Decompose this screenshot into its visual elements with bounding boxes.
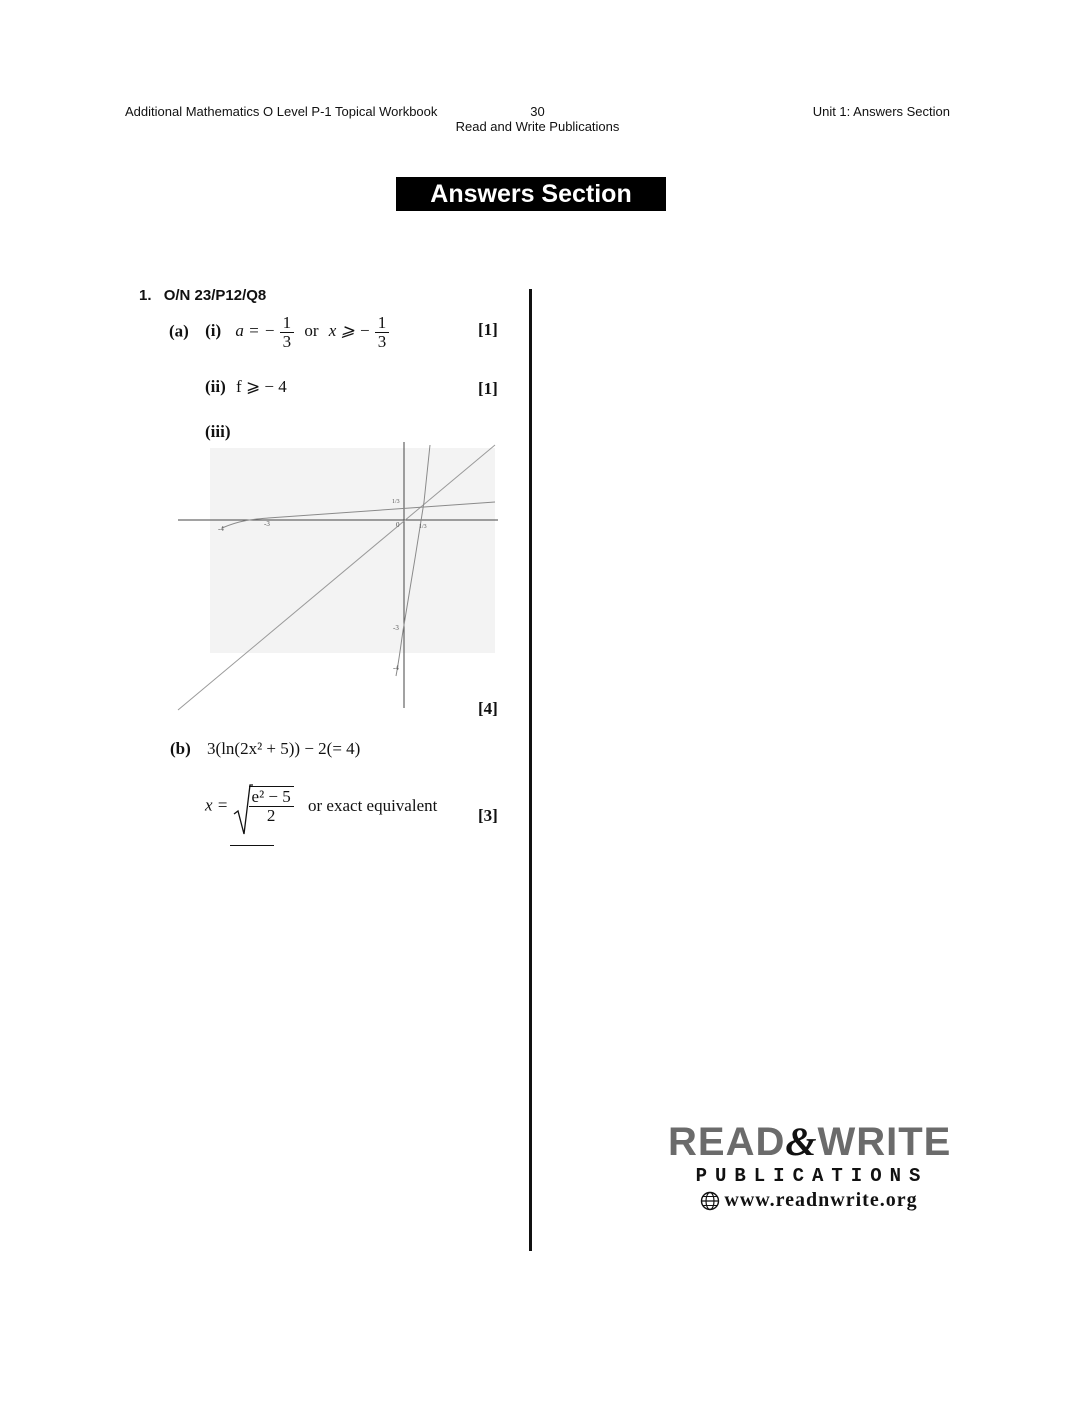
header-book-title: Additional Mathematics O Level P-1 Topical Workbook <box>125 104 438 119</box>
part-a-ii <box>205 377 287 397</box>
label-one-third-y: 1/3 <box>392 499 400 505</box>
frac-numerator: 1 <box>280 314 295 333</box>
mark-a-i: [1] <box>478 320 498 339</box>
logo-write: WRITE <box>817 1120 952 1164</box>
header-publisher: Read and Write Publications <box>455 119 620 134</box>
part-a-i <box>169 314 389 351</box>
label-neg4-x: -4 <box>218 525 224 533</box>
publisher-logo <box>668 1120 950 1212</box>
answer-underline <box>230 845 274 846</box>
frac-numerator: 1 <box>375 314 390 333</box>
label-neg3-y: -3 <box>393 624 399 632</box>
logo-ampersand: & <box>785 1119 818 1164</box>
question-reference: O/N 23/P12/Q8 <box>163 287 267 304</box>
mark-a-ii: [1] <box>478 379 498 398</box>
graph-sketch <box>170 440 505 715</box>
graph-background <box>210 448 495 653</box>
part-a-ii-answer: f ⩾ − 4 <box>236 377 287 396</box>
part-a-label: (a) <box>169 321 189 341</box>
sqrt-denominator: 2 <box>266 806 276 825</box>
label-origin: 0 <box>396 521 400 529</box>
header-unit: Unit 1: Answers Section <box>812 104 950 119</box>
connector-or: or <box>304 321 319 341</box>
part-b-answer <box>205 786 437 825</box>
part-a-i-lhs2: x ⩾ − <box>328 321 371 341</box>
logo-read: READ <box>668 1120 786 1164</box>
logo-wordmark <box>668 1120 950 1164</box>
square-root <box>233 786 294 825</box>
sqrt-numerator: e² − 5 <box>249 788 294 807</box>
part-a-iii-label: (iii) <box>205 422 231 441</box>
part-a-i-lhs: a = − <box>235 321 276 341</box>
fraction-one-third-b <box>375 314 390 351</box>
mark-a-iii: [4] <box>478 699 498 718</box>
label-neg3-x: -3 <box>264 520 270 528</box>
part-b-expression: 3(ln(2x² + 5)) − 2(= 4) <box>207 739 361 758</box>
part-a-ii-label: (ii) <box>205 377 226 396</box>
fraction-one-third-a <box>280 314 295 351</box>
page-number: 30 <box>530 104 545 119</box>
label-neg4-y: -4 <box>393 664 399 672</box>
logo-url-text: www.readnwrite.org <box>724 1189 918 1211</box>
frac-denominator: 3 <box>282 332 292 351</box>
column-divider <box>529 289 532 1251</box>
part-b-label: (b) <box>170 739 191 758</box>
part-b-x-eq: x = <box>205 795 229 815</box>
logo-url <box>668 1188 950 1212</box>
question-number: 1. <box>139 287 152 304</box>
part-b-suffix: or exact equivalent <box>308 795 438 815</box>
globe-icon <box>700 1191 720 1211</box>
label-one-third-x: 1/3 <box>419 524 427 530</box>
sqrt-fraction <box>249 786 294 825</box>
part-a-i-label: (i) <box>205 321 222 341</box>
frac-denominator: 3 <box>377 332 387 351</box>
question-heading <box>139 287 266 304</box>
section-title: Answers Section <box>396 177 666 211</box>
part-b-line1 <box>170 739 360 759</box>
mark-b: [3] <box>478 806 498 825</box>
logo-subtitle: PUBLICATIONS <box>695 1165 929 1187</box>
radical-sign-icon <box>233 784 253 836</box>
